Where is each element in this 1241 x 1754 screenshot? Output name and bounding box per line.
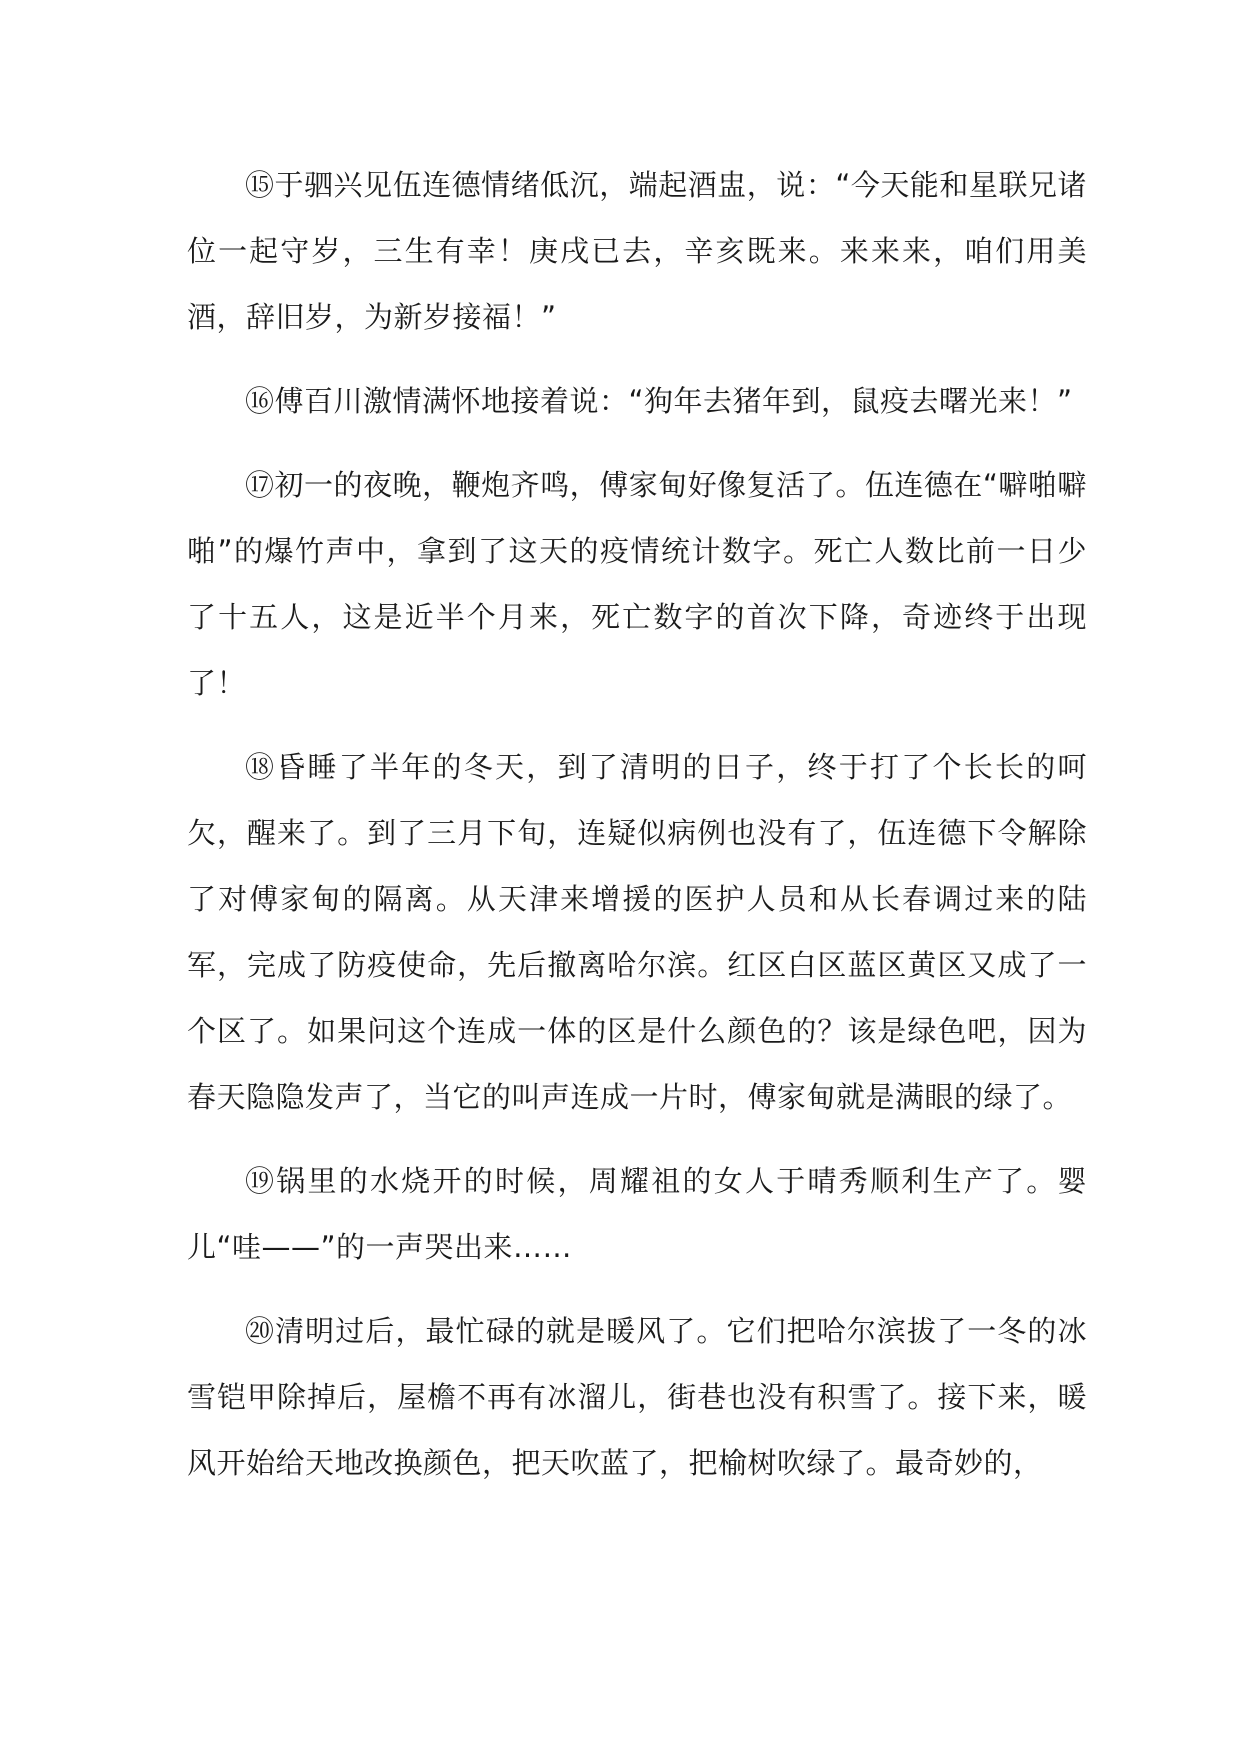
- paragraph-16: ⑯傅百川激情满怀地接着说：“狗年去猪年到，鼠疫去曙光来！”: [245, 384, 1073, 418]
- paragraph-20: ⑳清明过后，最忙碌的就是暖风了。它们把哈尔滨拔了一冬的冰雪铠甲除掉后，屋檐不再有冰溜儿，街巷也没有积雪了。接下来，暖风开始给天地改换颜色，把天吹蓝了，把榆树吹绿了。最奇妙的，: [187, 1314, 1087, 1480]
- paragraph-19: ⑲锅里的水烧开的时候，周耀祖的女人于晴秀顺利生产了。婴儿“哇——”的一声哭出来……: [187, 1164, 1087, 1264]
- paragraph-18: ⑱昏睡了半年的冬天，到了清明的日子，终于打了个长长的呵欠，醒来了。到了三月下旬，连疑似病例也没有了，伍连德下令解除了对傅家甸的隔离。从天津来增援的医护人员和从长春调过来的陆军，完成了防疫使命，先后撤离哈尔滨。红区白区蓝区黄区又成了一个区了。如果问这个连成一体的区是什么颜色的？该是绿色吧，因为春天隐隐发声了，当它的叫声连成一片时，傅家甸就是满眼的绿了。: [187, 750, 1087, 1114]
- article-body: [187, 152, 1087, 1514]
- paragraph-17: ⑰初一的夜晚，鞭炮齐鸣，傅家甸好像复活了。伍连德在“噼啪噼啪”的爆竹声中，拿到了这天的疫情统计数字。死亡人数比前一日少了十五人，这是近半个月来，死亡数字的首次下降，奇迹终于出现了！: [187, 468, 1087, 700]
- paragraph-15: ⑮于驷兴见伍连德情绪低沉，端起酒盅，说：“今天能和星联兄诸位一起守岁，三生有幸！庚戌已去，辛亥既来。来来来，咱们用美酒，辞旧岁，为新岁接福！”: [187, 168, 1087, 334]
